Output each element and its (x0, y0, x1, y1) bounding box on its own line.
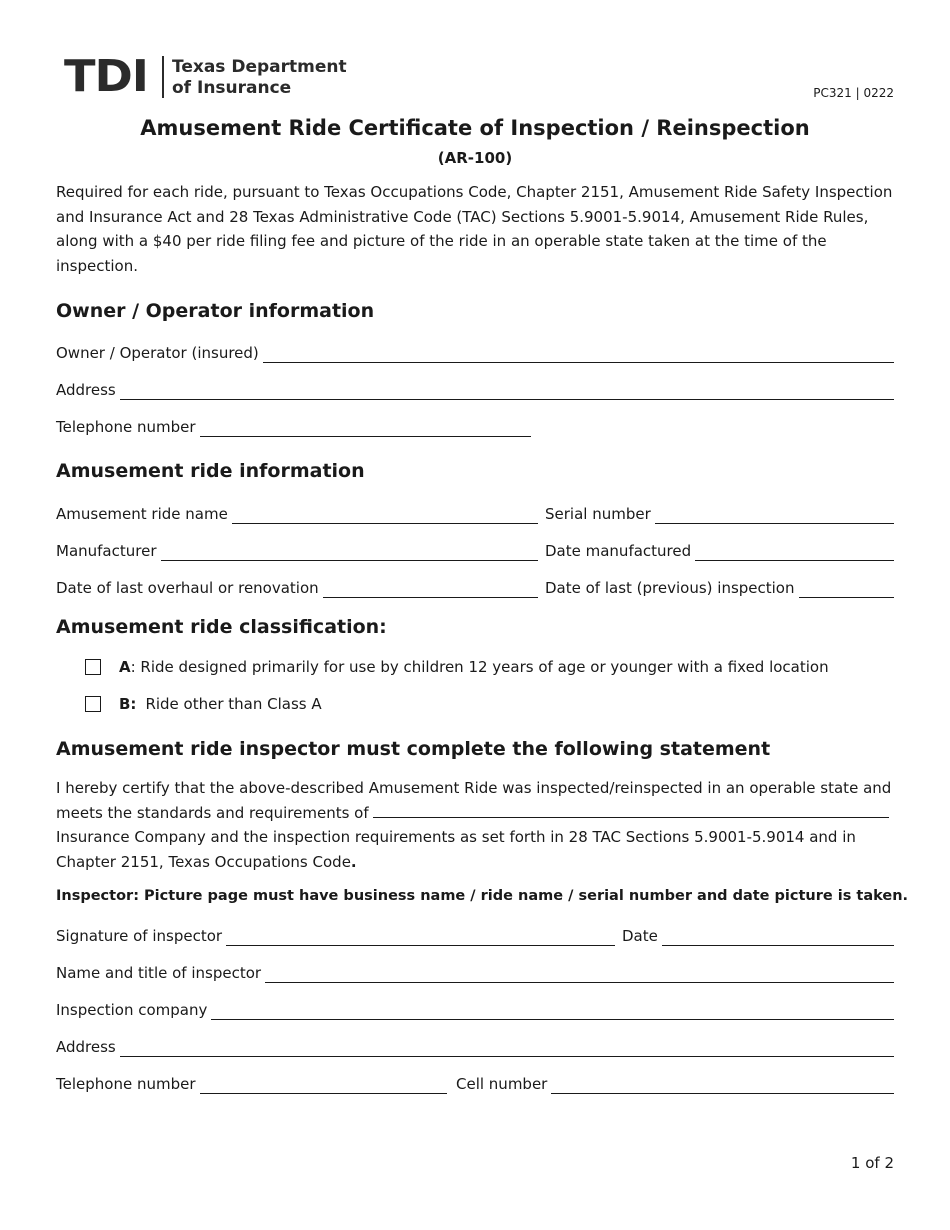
inspector-phone-label: Telephone number (56, 1075, 196, 1093)
class-a-text: : Ride designed primarily for use by children 12 years of age or younger with a fixed location (130, 658, 829, 676)
class-b-text: Ride other than Class A (145, 695, 322, 713)
inspector-cell-row (456, 1072, 894, 1094)
owner-address-field[interactable] (120, 381, 894, 400)
inspector-address-field[interactable] (120, 1038, 894, 1057)
sign-date-label: Date (622, 927, 658, 945)
class-a-checkbox[interactable] (85, 659, 101, 675)
inspection-company-label: Inspection company (56, 1001, 208, 1019)
classification-section-heading: Amusement ride classification: (56, 616, 387, 638)
logo-divider (162, 56, 164, 98)
page-number: 1 of 2 (850, 1154, 894, 1172)
statement-end: . (350, 852, 357, 871)
class-a-option[interactable] (85, 658, 829, 676)
manufacturer-field[interactable] (161, 542, 539, 561)
statement-part-1: I hereby certify that the above-described Amusement Ride was inspected/reinspected in an operable state and meets the standards and requirements of (56, 779, 892, 822)
inspector-picture-note: Inspector: Picture page must have business name / ride name / serial number and date picture is taken. (56, 888, 909, 904)
intro-paragraph: Required for each ride, pursuant to Texas Occupations Code, Chapter 2151, Amusement Ride Safety Inspection and Insurance Act and 28 Texas Administrative Code (TAC) Sections 5.9001-5.9014, Amusement Ride Rules, along with a $40 per ride filing fee and picture of the ride in an operable state taken at the time of the inspection. (56, 183, 893, 275)
overhaul-date-row (56, 576, 538, 598)
owner-operator-field[interactable] (263, 344, 894, 363)
owner-section-heading: Owner / Operator information (56, 300, 375, 322)
inspector-cell-field[interactable] (551, 1075, 894, 1094)
class-b-letter: B: (119, 695, 137, 713)
logo-line-2: of Insurance (172, 78, 292, 98)
signature-field[interactable] (226, 927, 615, 946)
certification-statement (56, 776, 896, 874)
owner-address-row (56, 378, 894, 400)
inspector-phone-field[interactable] (200, 1075, 448, 1094)
ride-name-label: Amusement ride name (56, 505, 228, 523)
serial-number-field[interactable] (655, 505, 894, 524)
inspector-name-field[interactable] (265, 964, 894, 983)
ride-section-heading: Amusement ride information (56, 460, 365, 482)
last-inspection-label: Date of last (previous) inspection (545, 579, 795, 597)
inspector-address-label: Address (56, 1038, 116, 1056)
inspector-name-row (56, 961, 894, 983)
inspection-company-field[interactable] (211, 1001, 894, 1020)
logo-line-1: Texas Department (172, 57, 347, 77)
last-inspection-field[interactable] (799, 579, 895, 598)
class-a-letter: A (119, 658, 131, 676)
owner-phone-row (56, 415, 531, 437)
inspector-phone-row (56, 1072, 447, 1094)
last-inspection-row (545, 576, 894, 598)
page-title: Amusement Ride Certificate of Inspection / Reinspection (140, 116, 810, 140)
serial-number-label: Serial number (545, 505, 651, 523)
date-manufactured-label: Date manufactured (545, 542, 692, 560)
inspection-company-row (56, 998, 894, 1020)
inspector-address-row (56, 1035, 894, 1057)
class-b-option[interactable] (85, 695, 322, 713)
manufacturer-row (56, 539, 538, 561)
tdi-logo-mark: TDI (64, 51, 148, 102)
serial-number-row (545, 502, 894, 524)
form-number: (AR-100) (437, 149, 513, 167)
owner-operator-label: Owner / Operator (insured) (56, 344, 259, 362)
date-manufactured-row (545, 539, 894, 561)
ride-name-row (56, 502, 538, 524)
signature-row (56, 924, 615, 946)
inspector-cell-label: Cell number (456, 1075, 548, 1093)
manufacturer-label: Manufacturer (56, 542, 157, 560)
owner-phone-label: Telephone number (56, 418, 196, 436)
sign-date-row (622, 924, 894, 946)
form-code: PC321 | 0222 (813, 86, 894, 100)
inspector-name-label: Name and title of inspector (56, 964, 262, 982)
overhaul-date-label: Date of last overhaul or renovation (56, 579, 319, 597)
overhaul-date-field[interactable] (323, 579, 538, 598)
insurance-company-field[interactable] (373, 803, 889, 818)
inspector-section-heading: Amusement ride inspector must complete the following statement (56, 738, 771, 760)
owner-address-label: Address (56, 381, 116, 399)
owner-operator-row (56, 341, 894, 363)
tdi-logo-text (172, 57, 347, 99)
date-manufactured-field[interactable] (695, 542, 894, 561)
signature-label: Signature of inspector (56, 927, 223, 945)
owner-phone-field[interactable] (200, 418, 532, 437)
statement-part-2: Insurance Company and the inspection requirements as set forth in 28 TAC Sections 5.9001-5.9014 and in Chapter 2151, Texas Occupations Code (56, 828, 856, 871)
class-b-checkbox[interactable] (85, 696, 101, 712)
ride-name-field[interactable] (232, 505, 538, 524)
sign-date-field[interactable] (662, 927, 894, 946)
